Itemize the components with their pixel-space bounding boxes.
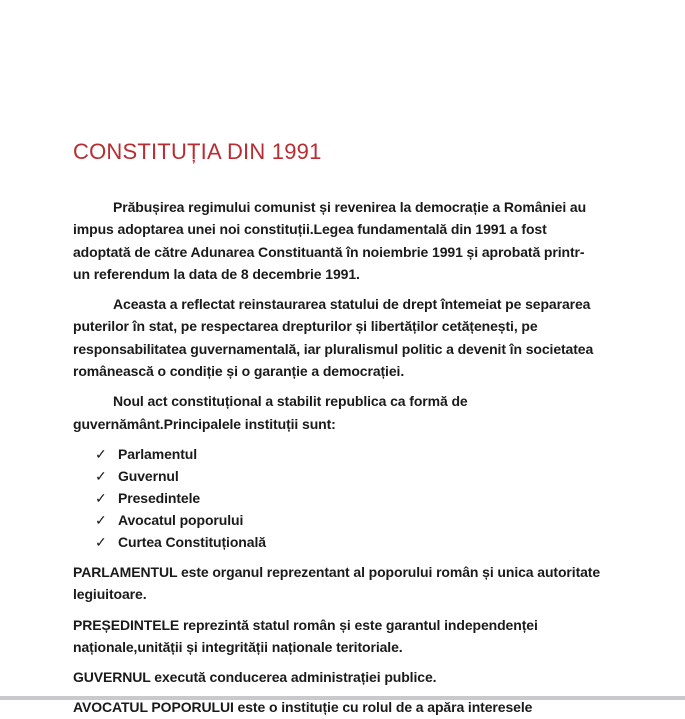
text-line: PARLAMENTUL este organul reprezentant al poporului român și unica autoritate [73,563,601,580]
text-line: GUVERNUL execută conducerea administrației publice. [73,669,437,686]
institution-list-item-label: Presedintele [118,489,201,506]
institution-list-item [95,509,679,531]
text-line: AVOCATUL POPORULUI este o instituție cu rolul de a apăra interesele [73,699,533,716]
institution-list-item [95,487,679,509]
institutions-checklist [73,443,679,553]
check-icon: ✓ [95,467,107,484]
institution-list-item-label: Parlamentul [118,445,198,462]
text-line: legiuitoare. [73,586,147,603]
check-icon: ✓ [95,489,107,506]
text-line: Noul act constituțional a stabilit republica ca formă de [113,393,468,410]
text-line: Aceasta a reflectat reinstaurarea statului de drept întemeiat pe separarea [113,296,591,313]
text-line: adoptată de către Adunarea Constituantă în noiembrie 1991 și aprobată printr- [73,243,585,260]
paragraph-constitution-adoption [73,196,679,285]
institution-list-item [95,443,679,465]
institution-list-item [95,531,679,553]
paragraph-parliament-definition [73,561,679,606]
institution-list-item-label: Guvernul [118,467,179,484]
text-line: Prăbușirea regimului comunist și revenirea la democrație a României au [113,199,587,215]
check-icon: ✓ [95,511,107,528]
institution-list-item-label: Curtea Constituțională [118,533,266,550]
check-icon: ✓ [95,533,107,550]
paragraph-rule-of-law [73,293,679,382]
paragraph-government-definition [73,666,679,688]
text-line: impus adoptarea unei noi constituții.Legea fundamentală din 1991 a fost [73,221,547,238]
text-line: PREȘEDINTELE reprezintă statul român și este garantul independenței [73,616,538,633]
institution-list-item-label: Avocatul poporului [118,511,244,528]
document-title: CONSTITUȚIA DIN 1991 [73,139,322,164]
text-line: responsabilitatea guvernamentală, iar pluralismul politic a devenit în societatea [73,340,594,357]
text-line: un referendum la data de 8 decembrie 1991. [73,265,360,282]
check-icon: ✓ [95,445,107,462]
text-line: guvernământ.Principalele instituții sunt: [73,415,336,432]
paragraph-republic-form [73,390,679,435]
institution-list-item [95,465,679,487]
text-line: puterilor în stat, pe respectarea drepturilor și libertăților cetățenești, pe [73,318,538,335]
text-line: naționale,unității și integrității naționale teritoriale. [73,638,403,655]
text-line: românească o condiție și o garanție a democrației. [73,363,405,380]
paragraph-president-definition [73,614,679,659]
